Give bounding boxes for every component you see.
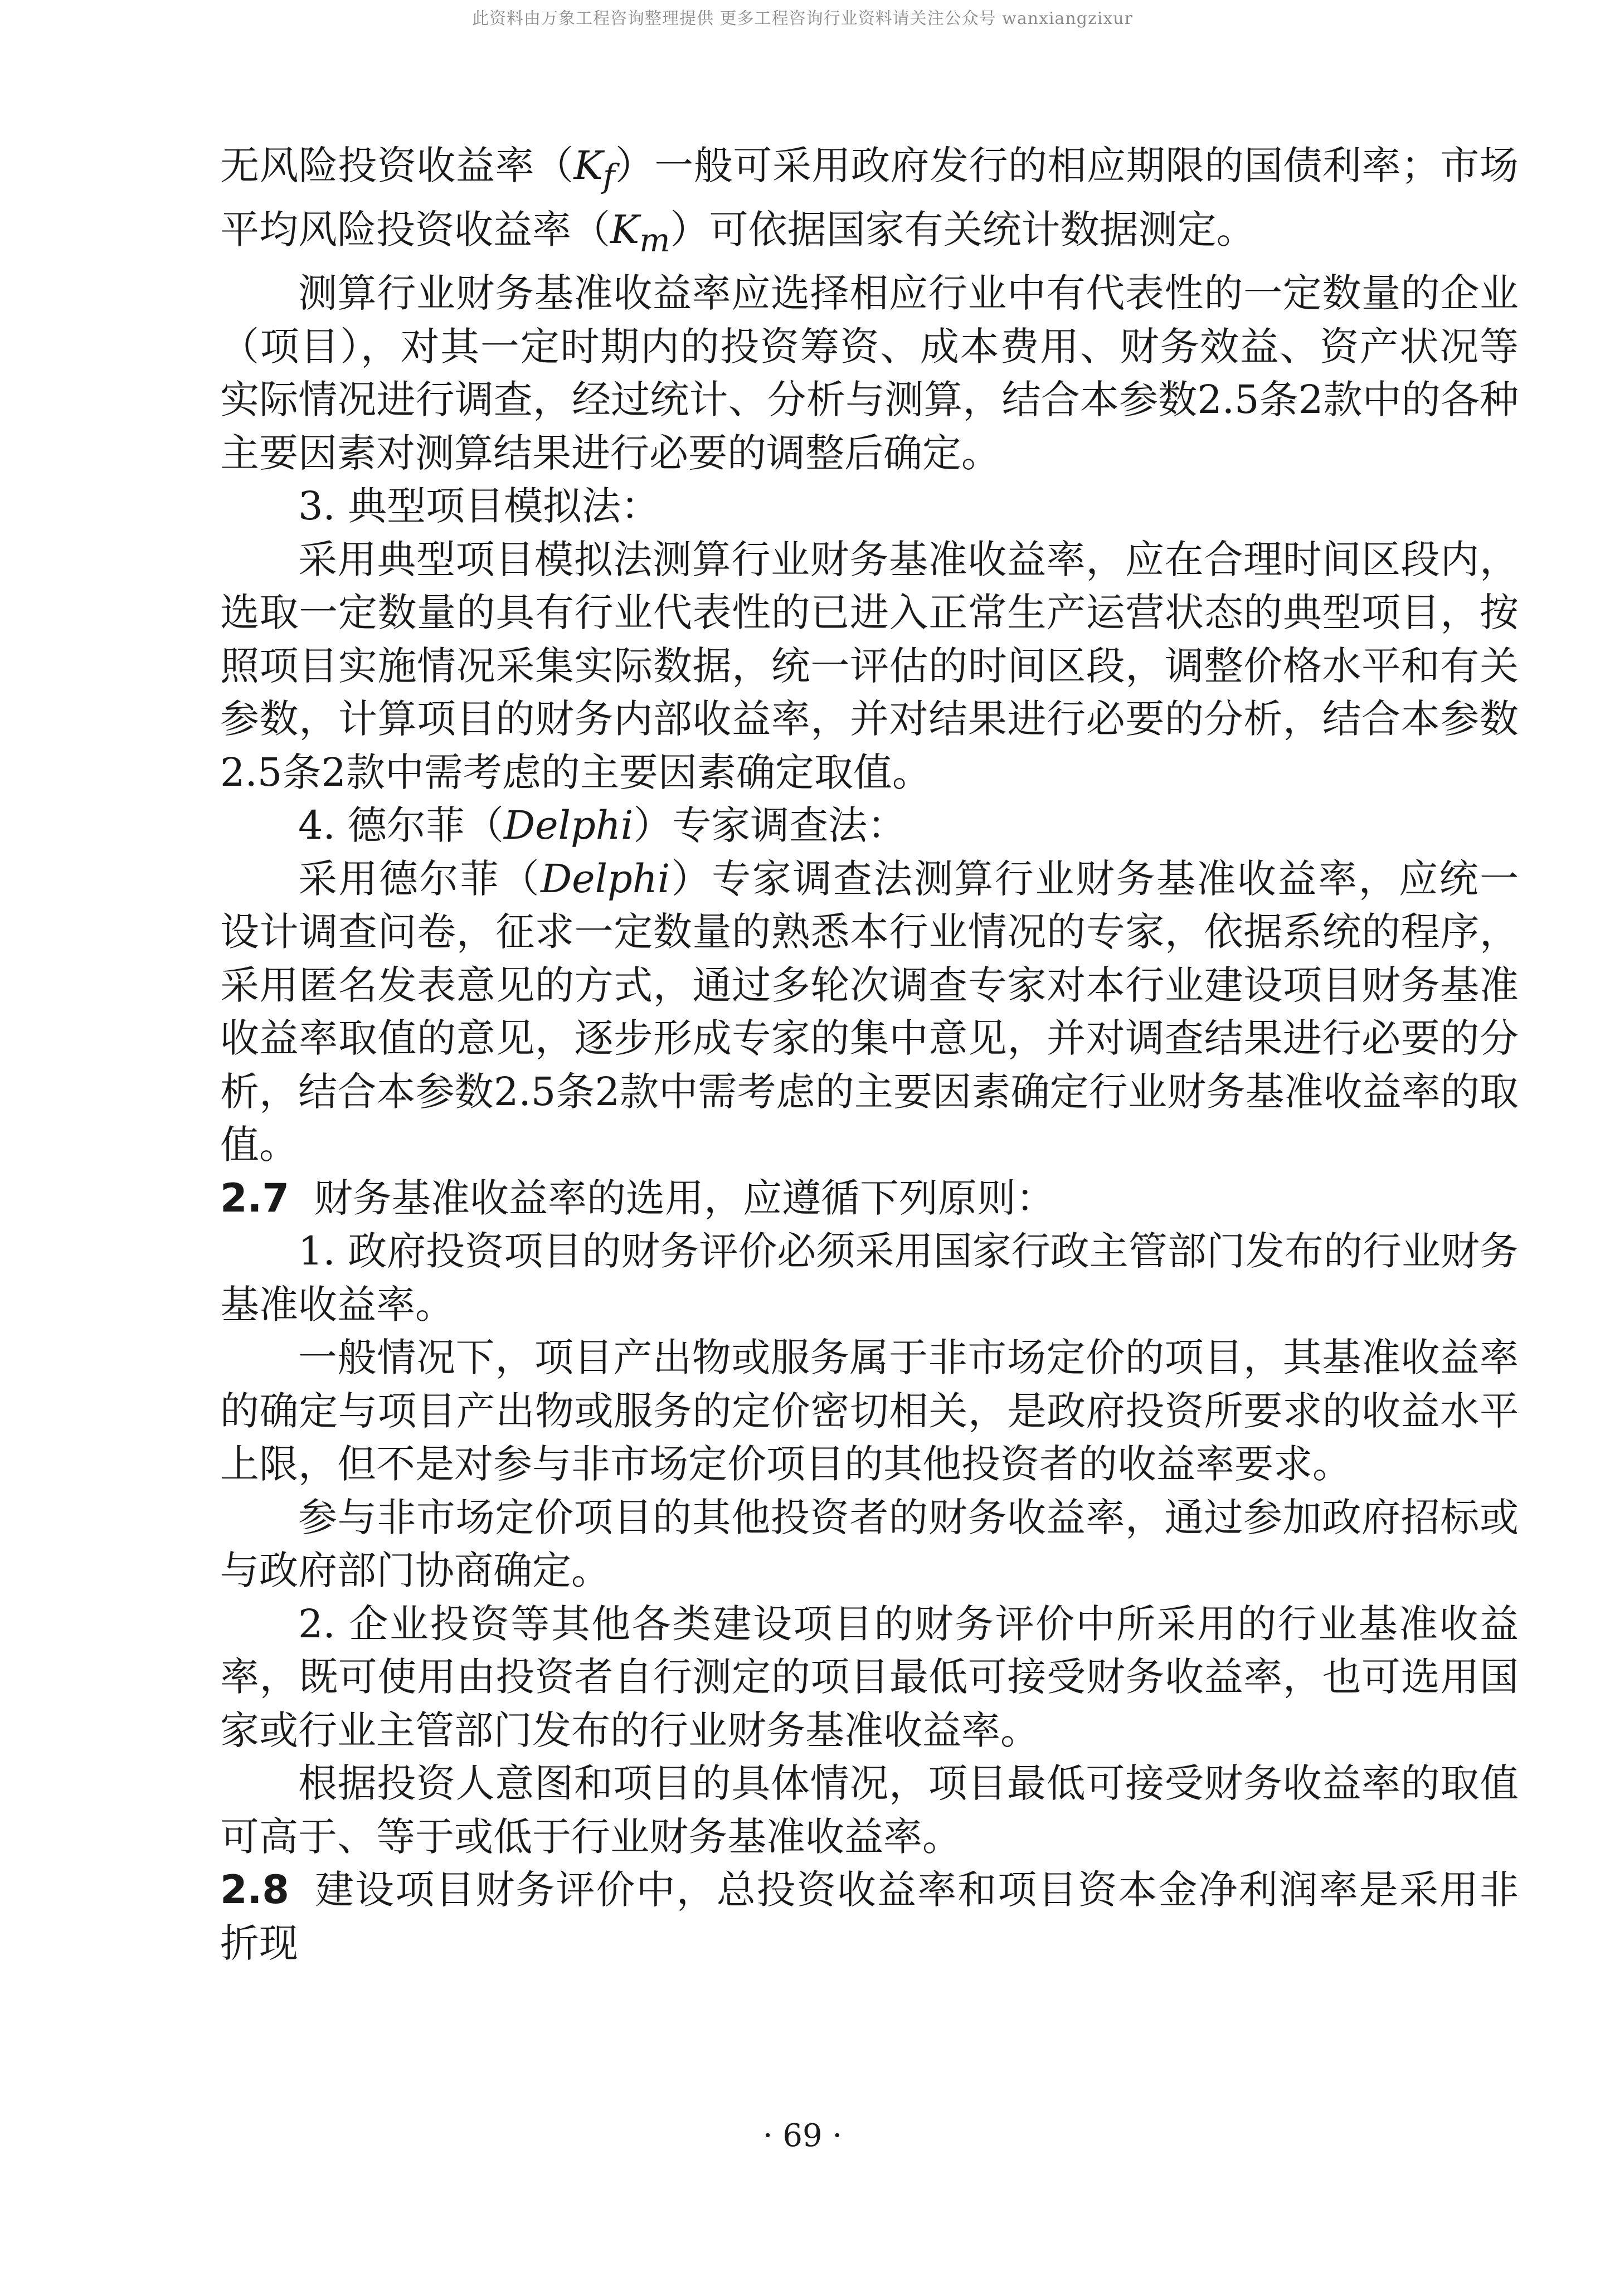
- paragraph-delphi-method: 采用德尔菲（Delphi）专家调查法测算行业财务基准收益率，应统一设计调查问卷，征求一定数量的熟悉本行业情况的专家，依据系统的程序，采用匿名发表意见的方式，通过多轮次调查专家对本行业建设项目财务基准收益率取值的意见，逐步形成专家的集中意见，并对调查结果进行必要的分析，结合本参数2.5条2款中需考虑的主要因素确定行业财务基准收益率的取值。: [220, 855, 1519, 1168]
- section-2-7-number: 2.7: [220, 1175, 290, 1221]
- section-2-7-heading: 2.7 财务基准收益率的选用，应遵循下列原则：: [220, 1175, 1056, 1221]
- page-number: · 69 ·: [762, 2118, 843, 2154]
- paragraph-industry-measurement: 测算行业财务基准收益率应选择相应行业中有代表性的一定数量的企业（项目），对其一定时期内的投资筹资、成本费用、财务效益、资产状况等实际情况进行调查，经过统计、分析与测算，结合本参数2.5条2款中的各种主要因素对测算结果进行必要的调整后确定。: [220, 270, 1519, 476]
- section-2-8-number: 2.8: [220, 1867, 290, 1913]
- paragraph-government-projects: 1. 政府投资项目的财务评价必须采用国家行政主管部门发布的行业财务基准收益率。: [220, 1228, 1519, 1327]
- section-2-8-heading: 2.8 建设项目财务评价中，总投资收益率和项目资本金净利润率是采用非折现: [220, 1867, 1519, 1966]
- paragraph-risk-free-rate: 无风险投资收益率$(K_f)$一般可采用政府发行的相应期限的国债利率；市场平均风险投资收益率$(K_m)$可依据国家有关统计数据测定。: [220, 143, 1519, 259]
- page-body: [220, 139, 1519, 1970]
- item-3-title: 3. 典型项目模拟法：: [298, 483, 660, 529]
- paragraph-non-market-pricing: 一般情况下，项目产出物或服务属于非市场定价的项目，其基准收益率的确定与项目产出物或服务的定价密切相关，是政府投资所要求的收益水平上限，但不是对参与非市场定价项目的其他投资者的收益率要求。: [220, 1335, 1519, 1487]
- watermark-header: 此资料由万象工程咨询整理提供 更多工程咨询行业资料请关注公众号 wanxiangzixur: [472, 9, 1133, 28]
- paragraph-investor-intent: 根据投资人意图和项目的具体情况，项目最低可接受财务收益率的取值可高于、等于或低于行业财务基准收益率。: [220, 1760, 1519, 1860]
- item-4-title: 4. 德尔菲（Delphi）专家调查法：: [298, 802, 907, 848]
- paragraph-other-investors: 参与非市场定价项目的其他投资者的财务收益率，通过参加政府招标或与政府部门协商确定。: [220, 1494, 1519, 1593]
- paragraph-typical-project: 采用典型项目模拟法测算行业财务基准收益率，应在合理时间区段内，选取一定数量的具有行业代表性的已进入正常生产运营状态的典型项目，按照项目实施情况采集实际数据，统一评估的时间区段，调整价格水平和有关参数，计算项目的财务内部收益率，并对结果进行必要的分析，结合本参数2.5条2款中需考虑的主要因素确定取值。: [220, 536, 1519, 795]
- paragraph-enterprise-investment: 2. 企业投资等其他各类建设项目的财务评价中所采用的行业基准收益率，既可使用由投资者自行测定的项目最低可接受财务收益率，也可选用国家或行业主管部门发布的行业财务基准收益率。: [220, 1601, 1519, 1753]
